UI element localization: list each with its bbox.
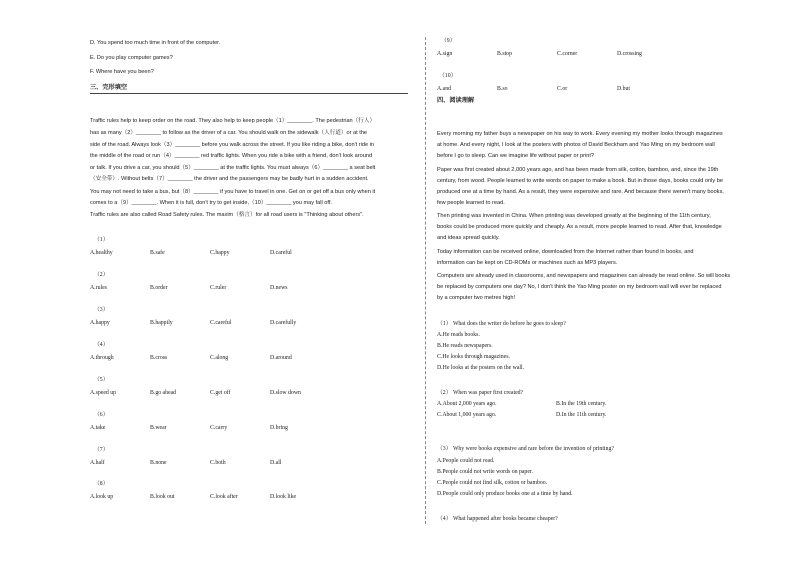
passage-line: century, from wood. People learned to write words on paper to make a book. But in those days, books could only be [437, 178, 723, 184]
option-a[interactable]: A.through [90, 355, 114, 361]
option-c[interactable]: C.About 1,000 years ago. [437, 412, 497, 418]
option-c[interactable]: C.or [557, 86, 568, 92]
option-a[interactable]: A.sign [437, 51, 453, 57]
passage-line: be replaced by computers one day? No, I don't think the Yao Ming poster on my bedroom wall will ever be replaced [437, 284, 722, 290]
question-stem: （4） What happened after books became cheaper? [437, 516, 558, 522]
passage-line: the middle of the road or run（4）________ red traffic lights. When you ride a bike with a friend, don't look around [90, 153, 373, 159]
page-column-divider [425, 37, 426, 524]
option-a[interactable]: A.healthy [90, 250, 113, 256]
option-c[interactable]: C.both [210, 460, 226, 466]
section-4-heading: 四、阅读理解 [437, 97, 475, 104]
option-d[interactable]: D.but [617, 86, 631, 92]
option-b[interactable]: B.cross [150, 355, 168, 361]
question-number: （7） [94, 447, 109, 453]
option-b[interactable]: B.People could not write words on paper. [437, 469, 533, 475]
option-a[interactable]: A.speed up [90, 390, 117, 396]
question-number: （5） [94, 377, 109, 383]
passage-line: Traffic rules are also called Road Safety rules. The maxim（格言）for all road users is "Thinking about others". [90, 212, 364, 218]
option-c[interactable]: C.carry [210, 425, 228, 431]
passage-line: Traffic rules help to keep order on the road. They also help to keep people（1）________. The pedestrian（行人） [90, 118, 376, 124]
question-number: （8） [94, 481, 109, 487]
passage-line: You may not need to take a bus, but（8）________ if you have to travel in one. Get on or get off a bus only when it [90, 189, 376, 195]
option-a[interactable]: A.About 2,000 years ago. [437, 401, 497, 407]
option-d[interactable]: D.all [270, 460, 282, 466]
option-b[interactable]: B.go ahead [150, 390, 177, 396]
option-b[interactable]: B.happily [150, 320, 173, 326]
option-b[interactable]: B.safe [150, 250, 165, 256]
option-b[interactable]: B.In the 19th century. [556, 401, 607, 407]
option-b[interactable]: B.wear [150, 425, 167, 431]
passage-line: Today information can be received online, downloaded from the Internet rather than found in books, and [437, 249, 694, 255]
passage-line: information can be kept on CD-ROMs or machines such as MP3 players. [437, 260, 618, 266]
option-c[interactable]: C.along [210, 355, 229, 361]
option-c[interactable]: C.get off [210, 390, 231, 396]
choice-d: D. You spend too much time in front of the computer. [90, 40, 221, 46]
option-a[interactable]: A.take [90, 425, 106, 431]
question-stem: （1） What does the writer do before he goes to sleep? [437, 321, 566, 327]
choice-f: F. Where have you been? [90, 69, 154, 75]
question-number: （9） [441, 38, 456, 44]
option-b[interactable]: B.none [150, 460, 167, 466]
passage-line: few people learned to read. [437, 200, 505, 206]
option-d[interactable]: D.bring [270, 425, 288, 431]
option-c[interactable]: C.corner [557, 51, 578, 57]
section-3-heading: 三、完形填空 [90, 84, 128, 91]
question-number: （1） [94, 237, 109, 243]
option-c[interactable]: C.look after [210, 494, 238, 500]
passage-line: （安全带）. Without belts（7）________ the driver and the passengers may be badly hurt in a sudden accident. [90, 176, 369, 182]
option-a[interactable]: A.look up [90, 494, 114, 500]
option-c[interactable]: C.He looks through magazines. [437, 354, 510, 360]
question-stem: （3） Why were books expensive and rare before the invention of printing? [437, 446, 614, 452]
passage-line: Computers are already used in classrooms, and newspapers and magazines can already be read online. So will books [437, 273, 731, 279]
passage-line: Paper was first created about 2,000 years ago, and has been made from silk, cotton, bamboo, and, since the 19th [437, 167, 719, 173]
option-d[interactable]: D.People could only produce books one at a time by hand. [437, 491, 573, 497]
question-number: （3） [94, 307, 109, 313]
option-d[interactable]: D.crossing [617, 51, 642, 57]
choice-e: E. Do you play computer games? [90, 55, 173, 61]
option-c[interactable]: C.careful [210, 320, 232, 326]
passage-line: by a computer two metres high! [437, 295, 516, 301]
option-a[interactable]: A.half [90, 460, 105, 466]
option-c[interactable]: C.People could not find silk, cotton or bamboo. [437, 480, 548, 486]
option-c[interactable]: C.happy [210, 250, 230, 256]
option-a[interactable]: A.rules [90, 285, 107, 291]
passage-line: books could be produced more quickly and cheaply. As a result, more people learned to read. After that, knowledge [437, 224, 722, 230]
question-number: （6） [94, 412, 109, 418]
option-d[interactable]: D.look like [270, 494, 297, 500]
question-number: （10） [439, 73, 457, 79]
option-b[interactable]: B.order [150, 285, 168, 291]
option-a[interactable]: A.People could not read. [437, 458, 495, 464]
option-d[interactable]: D.around [270, 355, 292, 361]
option-d[interactable]: D.news [270, 285, 288, 291]
option-d[interactable]: D.He looks at the posters on the wall. [437, 365, 525, 371]
passage-line: comes to a（9）________. When it is full, don't try to get inside,（10）________ you may fall off. [90, 200, 332, 206]
option-b[interactable]: B.He reads newspapers. [437, 343, 493, 349]
passage-line: produced one at a time by hand. As a result, they were expensive and rare. And because there weren't many books, [437, 189, 724, 195]
option-b[interactable]: B.look out [150, 494, 175, 500]
option-d[interactable]: D.slow down [270, 390, 301, 396]
passage-line: side of the road. Always look（3）________ before you walk across the street. If you like riding a bike, don't ride in [90, 142, 375, 148]
passage-line: and ideas spread quickly. [437, 235, 500, 241]
passage-line: before I go to sleep. Can we imagine life without paper or print? [437, 153, 595, 159]
passage-line: has as many（2）________ to follow as the driver of a car. You should walk on the sidewalk（人行道）or at the [90, 130, 368, 136]
option-a[interactable]: A.and [437, 86, 452, 92]
option-d[interactable]: D.carefully [270, 320, 297, 326]
option-d[interactable]: D.careful [270, 250, 292, 256]
option-a[interactable]: A.He reads books. [437, 332, 480, 338]
option-c[interactable]: C.ruler [210, 285, 227, 291]
passage-line: Every morning my father buys a newspaper on his way to work. Every evening my mother looks through magazines [437, 131, 723, 137]
question-stem: （2） When was paper first created? [437, 390, 524, 396]
option-d[interactable]: D.In the 11th century. [556, 412, 607, 418]
option-b[interactable]: B.so [497, 86, 508, 92]
option-a[interactable]: A.happy [90, 320, 110, 326]
question-number: （4） [94, 342, 109, 348]
question-number: （2） [94, 272, 109, 278]
option-b[interactable]: B.stop [497, 51, 512, 57]
passage-line: or talk. If you drive a car, you should（5）________ at the traffic lights. You must always（6）________ a seat belt [90, 165, 376, 171]
passage-line: at home. And every night, I look at the posters with photos of David Beckham and Yao Ming on my bedroom wall [437, 142, 715, 148]
section-rule [90, 93, 408, 94]
passage-line: Then printing was invented in China. When printing was developed greatly at the beginning of the 11th century, [437, 213, 711, 219]
